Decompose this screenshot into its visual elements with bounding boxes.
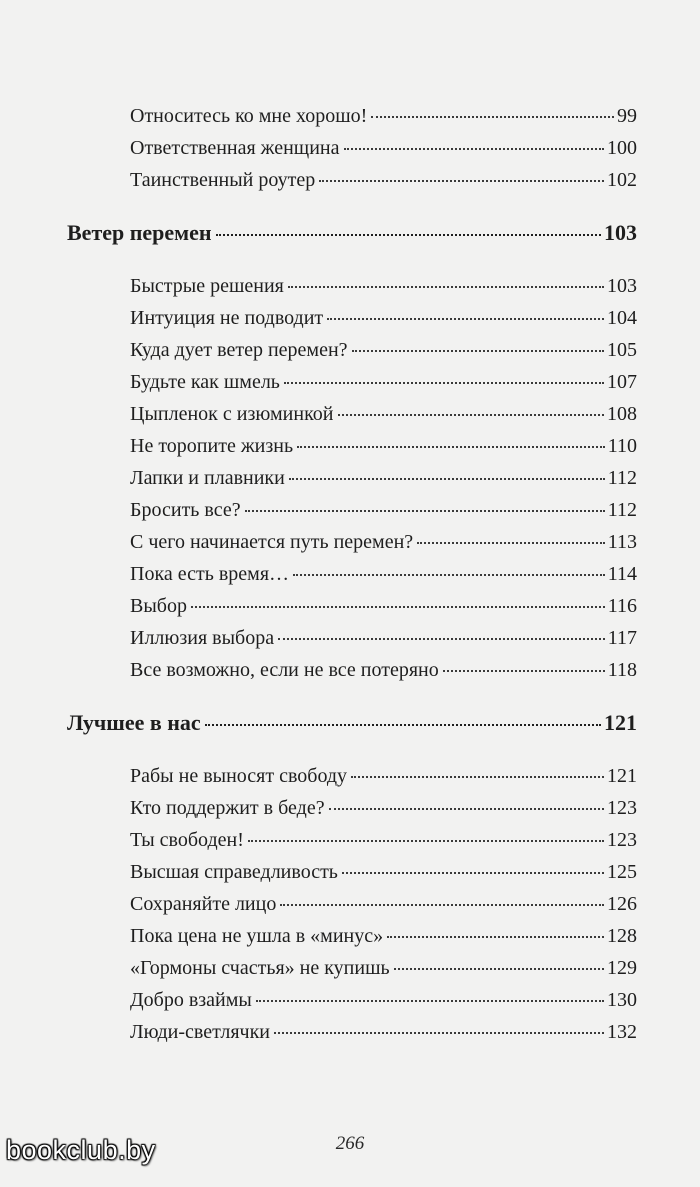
dot-leader (248, 840, 604, 842)
entry-title: Таинственный роутер (130, 169, 316, 191)
dot-leader (245, 510, 605, 512)
toc-entry (67, 984, 637, 1016)
entry-page-number: 125 (607, 861, 637, 883)
toc-section-heading (67, 216, 637, 250)
dot-leader (288, 286, 604, 288)
toc-entry (67, 824, 637, 856)
entry-page-number: 110 (607, 435, 637, 457)
entry-page-number: 123 (607, 829, 637, 851)
entry-title: «Гормоны счастья» не купишь (130, 957, 390, 979)
entry-page-number: 130 (607, 989, 637, 1011)
entry-page-number: 118 (607, 659, 637, 681)
entry-page-number: 112 (607, 467, 637, 489)
entry-page-number: 121 (607, 765, 637, 787)
dot-leader (205, 724, 601, 726)
entry-title: Добро взаймы (130, 989, 252, 1011)
entry-page-number: 121 (604, 710, 637, 735)
entry-title: Выбор (130, 595, 187, 617)
entry-page-number: 128 (607, 925, 637, 947)
entry-title: Не торопите жизнь (130, 435, 294, 457)
dot-leader (293, 574, 605, 576)
entry-page-number: 123 (607, 797, 637, 819)
entry-title: Будьте как шмель (130, 371, 280, 393)
dot-leader (351, 776, 604, 778)
dot-leader (216, 234, 601, 236)
toc-entry (67, 888, 637, 920)
entry-title: Интуиция не подводит (130, 307, 324, 329)
dot-leader (338, 414, 605, 416)
toc-entry (67, 334, 637, 366)
dot-leader (278, 638, 605, 640)
dot-leader (352, 350, 604, 352)
dot-leader (297, 446, 605, 448)
toc-section-heading (67, 706, 637, 740)
dot-leader (191, 606, 605, 608)
toc-entry (67, 366, 637, 398)
toc-entry (67, 952, 637, 984)
toc-entry (67, 654, 637, 686)
dot-leader (387, 936, 604, 938)
entry-title: С чего начинается путь перемен? (130, 531, 414, 553)
dot-leader (329, 808, 604, 810)
toc-entry (67, 920, 637, 952)
entry-page-number: 99 (617, 105, 637, 127)
entry-page-number: 129 (607, 957, 637, 979)
toc-entry (67, 132, 637, 164)
toc-entry (67, 792, 637, 824)
entry-title: Пока есть время… (130, 563, 290, 585)
dot-leader (274, 1032, 604, 1034)
toc-entry (67, 622, 637, 654)
entry-page-number: 100 (607, 137, 637, 159)
entry-title: Ответственная женщина (130, 137, 340, 159)
dot-leader (443, 670, 605, 672)
dot-leader (289, 478, 605, 480)
entry-page-number: 117 (607, 627, 637, 649)
entry-page-number: 103 (604, 220, 637, 245)
entry-title: Иллюзия выбора (130, 627, 275, 649)
toc-entry (67, 164, 637, 196)
toc-entry (67, 1016, 637, 1048)
dot-leader (327, 318, 604, 320)
entry-page-number: 113 (607, 531, 637, 553)
toc-entry (67, 430, 637, 462)
entry-title: Лапки и плавники (130, 467, 285, 489)
toc-entry (67, 558, 637, 590)
entry-page-number: 108 (607, 403, 637, 425)
entry-title: Быстрые решения (130, 275, 284, 297)
entry-title: Люди-светлячки (130, 1021, 271, 1043)
dot-leader (417, 542, 605, 544)
dot-leader (342, 872, 604, 874)
toc-entry (67, 462, 637, 494)
entry-page-number: 104 (607, 307, 637, 329)
toc-entry (67, 302, 637, 334)
table-of-contents (67, 100, 637, 1048)
entry-title: Сохраняйте лицо (130, 893, 277, 915)
dot-leader (344, 148, 605, 150)
dot-leader (319, 180, 604, 182)
entry-page-number: 107 (607, 371, 637, 393)
entry-title: Бросить все? (130, 499, 241, 521)
entry-page-number: 132 (607, 1021, 637, 1043)
dot-leader (284, 382, 604, 384)
entry-page-number: 116 (607, 595, 637, 617)
entry-title: Пока цена не ушла в «минус» (130, 925, 384, 947)
entry-page-number: 126 (607, 893, 637, 915)
toc-entry (67, 100, 637, 132)
entry-title: Рабы не выносят свободу (130, 765, 348, 787)
watermark-logo: bookclub.by (6, 1135, 156, 1165)
page-number: 266 (335, 1133, 365, 1154)
dot-leader (394, 968, 604, 970)
entry-page-number: 102 (607, 169, 637, 191)
entry-page-number: 105 (607, 339, 637, 361)
dot-leader (280, 904, 604, 906)
entry-title: Ты свободен! (130, 829, 244, 851)
entry-title: Цыпленок с изюминкой (130, 403, 334, 425)
toc-entry (67, 398, 637, 430)
toc-entry (67, 270, 637, 302)
entry-title: Высшая справедливость (130, 861, 338, 883)
toc-entry (67, 526, 637, 558)
section-title: Ветер перемен (67, 220, 212, 245)
entry-title: Кто поддержит в беде? (130, 797, 325, 819)
dot-leader (371, 116, 614, 118)
toc-entry (67, 590, 637, 622)
entry-title: Куда дует ветер перемен? (130, 339, 348, 361)
toc-entry (67, 494, 637, 526)
toc-entry (67, 760, 637, 792)
entry-page-number: 114 (607, 563, 637, 585)
entry-title: Все возможно, если не все потеряно (130, 659, 439, 681)
toc-entry (67, 856, 637, 888)
section-title: Лучшее в нас (67, 710, 201, 735)
dot-leader (256, 1000, 604, 1002)
entry-title: Относитесь ко мне хорошо! (130, 105, 368, 127)
entry-page-number: 112 (607, 499, 637, 521)
entry-page-number: 103 (607, 275, 637, 297)
